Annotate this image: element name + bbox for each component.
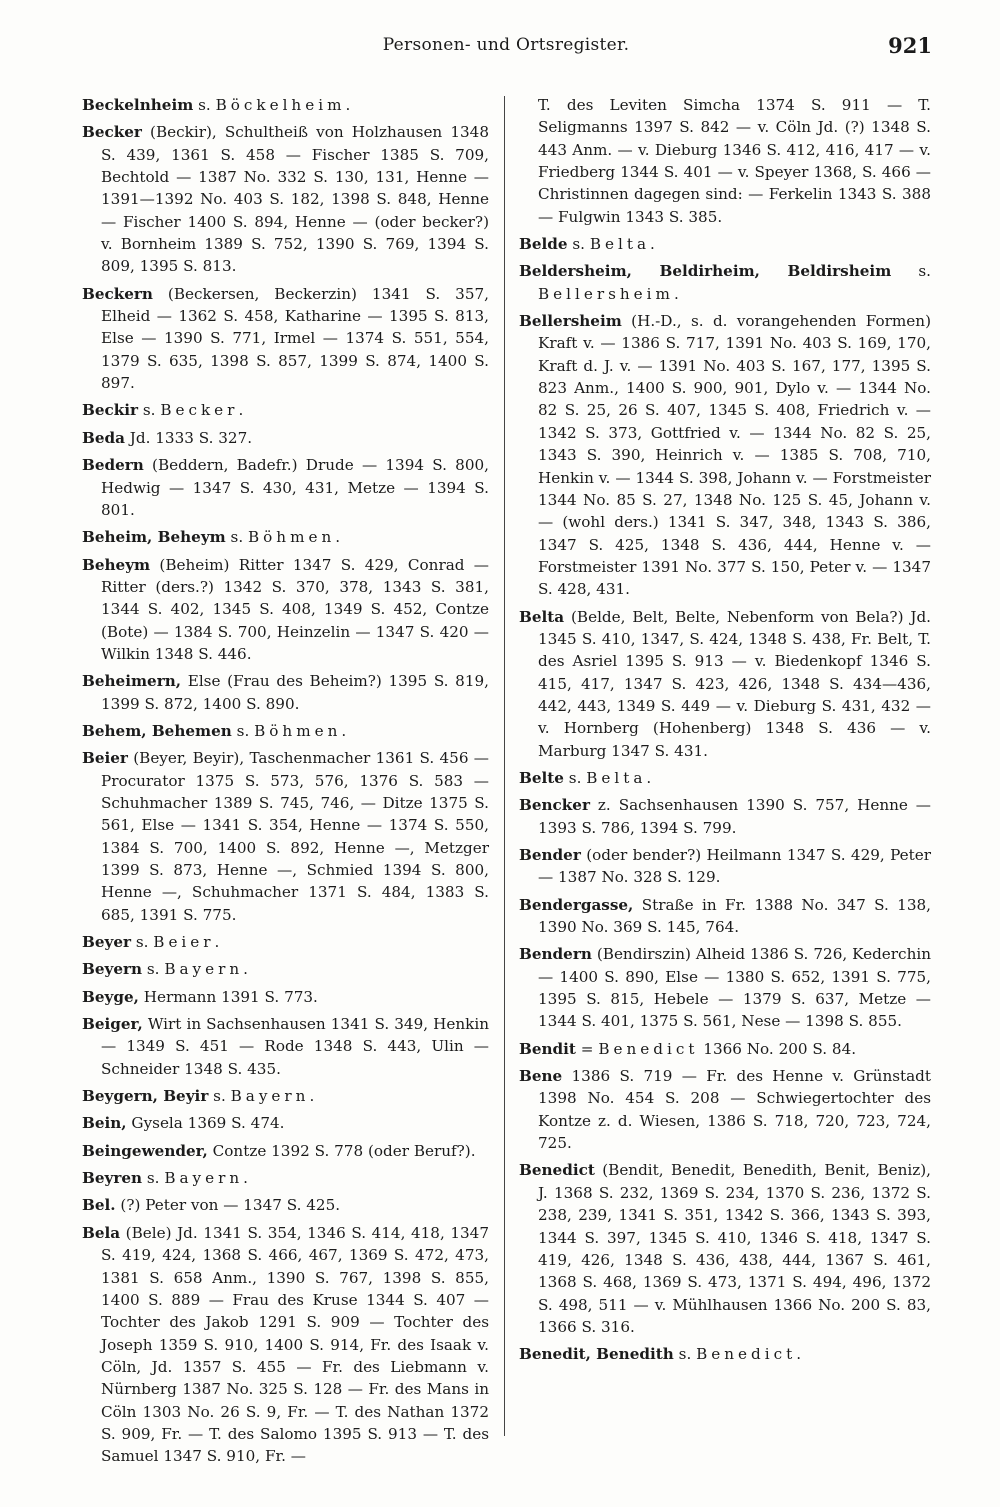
entry-cross-reference: Becker (160, 401, 239, 420)
entry-text: (Beyer, Beyir), Taschenmacher 1361 S. 456 — Procurator 1375 S. 573, 576, 1376 S. 583 — Schuhmacher 1389 S. 745, 746, — Ditze 1375 S. 561, Else — 1341 S. 354, Henne — 1374 S. 550, 1384 S. 700, 1400 S. 892, Henne —, Metzger 1399 S. 873, Henne —, Schmied 1394 S. 800, Henne —, Schuhmacher 1371 S. 484, 1383 S. 685, 1391 S. 775. (101, 749, 489, 924)
left-column (82, 94, 489, 1468)
entry-see-marker: s. (142, 960, 165, 979)
index-entry (519, 767, 931, 789)
index-entry (82, 399, 489, 421)
entry-text: . (335, 528, 341, 547)
entry-text: . (796, 1345, 802, 1364)
entry-cross-reference: Benedict (598, 1039, 699, 1058)
entry-text: z. Sachsenhausen 1390 S. 757, Henne — 1393 S. 786, 1394 S. 799. (538, 796, 931, 837)
entry-headword: Beckir (82, 401, 139, 420)
index-entry (519, 844, 931, 889)
entry-headword: Bencker (519, 796, 590, 815)
entry-cross-reference: Böhmen (248, 528, 336, 547)
entry-text: (?) Peter von — 1347 S. 425. (115, 1196, 341, 1215)
entry-headword: Beyge, (82, 987, 139, 1006)
entry-cross-reference: Beier (153, 933, 215, 952)
entry-headword: Bendern (519, 945, 592, 964)
entry-headword: Beyer (82, 933, 131, 952)
index-entry (82, 121, 489, 277)
entry-headword: Beiger, (82, 1015, 143, 1034)
entry-headword: Bendergasse, (519, 895, 634, 914)
entry-see-marker: s. (891, 262, 931, 281)
entry-headword: Bedern (82, 456, 144, 475)
entry-text: (Bendit, Benedit, Benedith, Benit, Beniz), J. 1368 S. 232, 1369 S. 234, 1370 S. 236, 1372 S. 238, 239, 1341 S. 351, 1342 S. 366, 1343 S. 393, 1344 S. 397, 1345 S. 410, 1346 S. 418, 1347 S. 419, 426, 1348 S. 436, 438, 444, 1367 S. 461, 1368 S. 468, 1369 S. 473, 1371 S. 494, 496, 1372 S. 498, 511 — v. Mühlhausen 1366 No. 200 S. 83, 1366 S. 316. (538, 1161, 931, 1336)
entry-text: . (673, 284, 679, 303)
entry-headword: Belte (519, 768, 564, 787)
entry-text: . (646, 768, 652, 787)
entry-see-marker: s. (563, 768, 587, 787)
entry-see-marker: s. (131, 933, 154, 952)
entry-text: (Bendirszin) Alheid 1386 S. 726, Kederchin — 1400 S. 890, Else — 1380 S. 652, 1391 S. 775, 1395 S. 815, Hebele — 1379 S. 637, Metze — 1344 S. 401, 1375 S. 561, Nese — 1398 S. 855. (538, 945, 931, 1031)
page-number: 921 (888, 33, 932, 58)
index-entry (82, 283, 489, 395)
entry-text: (oder bender?) Heilmann 1347 S. 429, Peter — 1387 No. 328 S. 129. (538, 846, 931, 887)
entry-text: Hermann 1391 S. 773. (138, 987, 318, 1006)
entry-cross-reference: Bayern (164, 960, 244, 979)
entry-cross-reference: Bayern (230, 1087, 310, 1106)
entry-cross-reference: Böckelheim (215, 96, 346, 114)
entry-see-marker: s. (193, 96, 216, 114)
index-entry (82, 747, 489, 926)
entry-headword: Belta (519, 607, 565, 626)
entry-text: (Beckir), Schultheiß von Holzhausen 1348 S. 439, 1361 S. 458 — Fischer 1385 S. 709, Bechtold — 1387 No. 332 S. 130, 131, Henne — 1391—1392 No. 403 S. 182, 1398 S. 848, Henne — Fischer 1400 S. 894, Henne — (oder becker?) v. Bornheim 1389 S. 752, 1390 S. 769, 1394 S. 809, 1395 S. 813. (101, 123, 489, 276)
entry-headword: Beingewender, (82, 1141, 208, 1160)
index-entry (519, 943, 931, 1032)
index-entry (82, 670, 489, 715)
entry-headword: Beckelnheim (82, 96, 194, 114)
entry-headword: Beckern (82, 284, 153, 303)
entry-see-marker: s. (142, 1169, 165, 1188)
entry-see-marker: s. (138, 401, 161, 420)
entry-see-marker: s. (225, 528, 248, 547)
entry-headword: Bellersheim (519, 312, 622, 331)
entry-cross-reference: Böhmen (254, 721, 342, 740)
entry-headword: Behem, Behemen (82, 721, 232, 740)
index-entry (82, 1222, 489, 1468)
entry-see-marker: s. (673, 1345, 697, 1364)
index-entry (82, 1194, 489, 1216)
entry-headword: Bel. (82, 1196, 116, 1215)
entry-text: . (243, 1169, 248, 1188)
entry-headword: Benedit, Benedith (519, 1345, 674, 1364)
index-entry (82, 427, 489, 449)
entry-text: Wirt in Sachsenhausen 1341 S. 349, Henkin — 1349 S. 451 — Rode 1348 S. 443, Ulin — Schneider 1348 S. 435. (101, 1015, 489, 1078)
entry-text: . (341, 721, 347, 740)
entry-headword: Beyren (82, 1169, 143, 1188)
entry-headword: Beldersheim, Beldirheim, Beldirsheim (519, 262, 892, 281)
index-entry (519, 260, 931, 305)
entry-cross-reference: Bellersheim (538, 284, 674, 303)
index-entry (82, 931, 489, 953)
entry-text: . (650, 235, 655, 254)
entry-text: Else (Frau des Beheim?) 1395 S. 819, 1399 S. 872, 1400 S. 890. (101, 672, 489, 713)
index-entry (82, 958, 489, 980)
entry-headword: Beier (82, 749, 128, 768)
index-entry (519, 794, 931, 839)
index-entry (82, 94, 489, 116)
entry-headword: Beda (82, 428, 125, 447)
index-entry (519, 606, 931, 762)
entry-headword: Belde (519, 235, 568, 254)
entry-text: . (238, 401, 244, 420)
index-entry (519, 233, 931, 255)
index-entry (519, 1065, 931, 1154)
index-entry (519, 94, 931, 228)
entry-see-marker: = (575, 1039, 599, 1058)
entry-text: Gysela 1369 S. 474. (126, 1114, 285, 1133)
entry-cross-reference: Benedict (696, 1345, 797, 1364)
entry-text: . (309, 1087, 315, 1106)
entry-headword: Beyern (82, 960, 143, 979)
entry-text: (Belde, Belt, Belte, Nebenform von Bela?) Jd. 1345 S. 410, 1347, S. 424, 1348 S. 438, Fr. Belt, T. des Asriel 1395 S. 913 — v. Biedenkopf 1346 S. 415, 417, 1347 S. 423, 426, 1348 S. 434—436, 442, 443, 1349 S. 449 — v. Dieburg S. 431, 432 — v. Hornberg (Hohenberg) 1348 S. 436 — v. Marburg 1347 S. 431. (538, 607, 931, 760)
entry-see-marker: s. (231, 721, 255, 740)
index-entry (519, 310, 931, 600)
entry-headword: Beheym (82, 555, 151, 574)
index-entry (82, 720, 489, 742)
entry-cross-reference: Bayern (164, 1169, 244, 1188)
entry-cross-reference: Belta (589, 235, 651, 254)
index-entry (82, 986, 489, 1008)
entry-headword: Bender (519, 846, 581, 864)
entry-text: (Bele) Jd. 1341 S. 354, 1346 S. 414, 418, 1347 S. 419, 424, 1368 S. 466, 467, 1369 S. 472, 473, 1381 S. 658 Anm., 1390 S. 767, 1398 S. 855, 1400 S. 889 — Frau des Kruse 1344 S. 407 — Tochter des Jakob 1291 S. 909 — Tochter des Joseph 1359 S. 910, 1400 S. 914, Fr. des Isaak v. Cöln, Jd. 1357 S. 455 — Fr. des Liebmann v. Nürnberg 1387 No. 325 S. 128 — Fr. des Mans in Cöln 1303 No. 26 S. 9, Fr. — T. des Nathan 1372 S. 909, Fr. — T. des Salomo 1395 S. 913 — T. des Samuel 1347 S. 910, Fr. — (101, 1223, 489, 1466)
index-entry (519, 1159, 931, 1338)
entry-text: (Beheim) Ritter 1347 S. 429, Conrad — Ritter (ders.?) 1342 S. 370, 378, 1343 S. 381, 1344 S. 402, 1345 S. 408, 1349 S. 452, Contze (Bote) — 1384 S. 700, Heinzelin — 1347 S. 420 — Wilkin 1348 S. 446. (101, 555, 489, 663)
index-entry (82, 1112, 489, 1134)
index-entry (82, 1167, 489, 1189)
column-divider (504, 96, 505, 1436)
entry-cross-reference: Belta (586, 768, 647, 787)
index-entry (82, 1085, 489, 1107)
entry-see-marker: s. (208, 1087, 231, 1106)
entry-headword: Bein, (82, 1114, 127, 1133)
entry-headword: Beygern, Beyir (82, 1087, 209, 1106)
entry-text: . (345, 96, 351, 114)
entry-text: . (214, 933, 220, 952)
entry-text: (Beckersen, Beckerzin) 1341 S. 357, Elheid — 1362 S. 458, Katharine — 1395 S. 813, Else — 1390 S. 771, Irmel — 1374 S. 551, 554, 1379 S. 635, 1398 S. 857, 1399 S. 874, 1400 S. 897. (101, 284, 489, 393)
entry-headword: Bela (82, 1223, 121, 1242)
entry-text: Contze 1392 S. 778 (oder Beruf?). (207, 1141, 476, 1160)
entry-see-marker: s. (567, 235, 590, 254)
entry-text: Jd. 1333 S. 327. (124, 428, 253, 447)
entry-headword: Beheim, Beheym (82, 528, 226, 547)
index-entry (519, 1038, 931, 1060)
entry-text: (Beddern, Badefr.) Drude — 1394 S. 800, Hedwig — 1347 S. 430, 431, Metze — 1394 S. 801. (101, 456, 489, 519)
entry-headword: Benedict (519, 1161, 595, 1180)
entry-headword: Beheimern, (82, 672, 182, 691)
entry-text: 1366 No. 200 S. 84. (698, 1039, 857, 1058)
entry-text: (H.-D., s. d. vorangehenden Formen) Kraft v. — 1386 S. 717, 1391 No. 403 S. 169, 170, Kraft d. J. v. — 1391 No. 403 S. 167, 177, 1395 S. 823 Anm., 1400 S. 900, 901, Dylo v. — 1344 No. 82 S. 25, 26 S. 407, 1345 S. 408, Friedrich v. — 1342 S. 373, Gottfried v. — 1344 No. 82 S. 25, 1343 S. 390, Heinrich v. — 1385 S. 708, 710, Henkin v. — 1344 S. 398, Johann v. — Forstmeister 1344 No. 85 S. 27, 1348 No. 125 S. 45, Johann v. — (wohl ders.) 1341 S. 347, 348, 1343 S. 386, 1347 S. 425, 1348 S. 436, 444, Henne v. — Forstmeister 1391 No. 377 S. 150, Peter v. — 1347 S. 428, 431. (538, 312, 931, 599)
right-column (519, 94, 931, 1366)
entry-headword: Becker (82, 123, 142, 142)
entry-headword: Bene (519, 1067, 563, 1086)
entry-text: . (243, 960, 248, 979)
entry-headword: Bendit (519, 1039, 576, 1058)
index-entry (82, 1140, 489, 1162)
entry-text: T. des Leviten Simcha 1374 S. 911 — T. Seligmanns 1397 S. 842 — v. Cöln Jd. (?) 1348 S. 443 Anm. — v. Dieburg 1346 S. 412, 416, 417 — v. Friedberg 1344 S. 401 — v. Speyer 1368, S. 466 — Christinnen dagegen sind: — Ferkelin 1343 S. 388 — Fulgwin 1343 S. 385. (538, 96, 931, 226)
index-entry (82, 1013, 489, 1080)
index-entry (82, 554, 489, 666)
index-entry (519, 894, 931, 939)
running-title: Personen- und Ortsregister. (382, 35, 630, 55)
index-entry (519, 1343, 931, 1365)
index-entry (82, 526, 489, 548)
index-entry (82, 454, 489, 521)
entry-text: 1386 S. 719 — Fr. des Henne v. Grünstadt 1398 No. 454 S. 208 — Schwiegertochter des Kontze z. d. Wiesen, 1386 S. 718, 720, 723, 724, 725. (538, 1067, 931, 1153)
entry-text: Straße in Fr. 1388 No. 347 S. 138, 1390 No. 369 S. 145, 764. (538, 895, 931, 937)
page-header (80, 33, 932, 61)
